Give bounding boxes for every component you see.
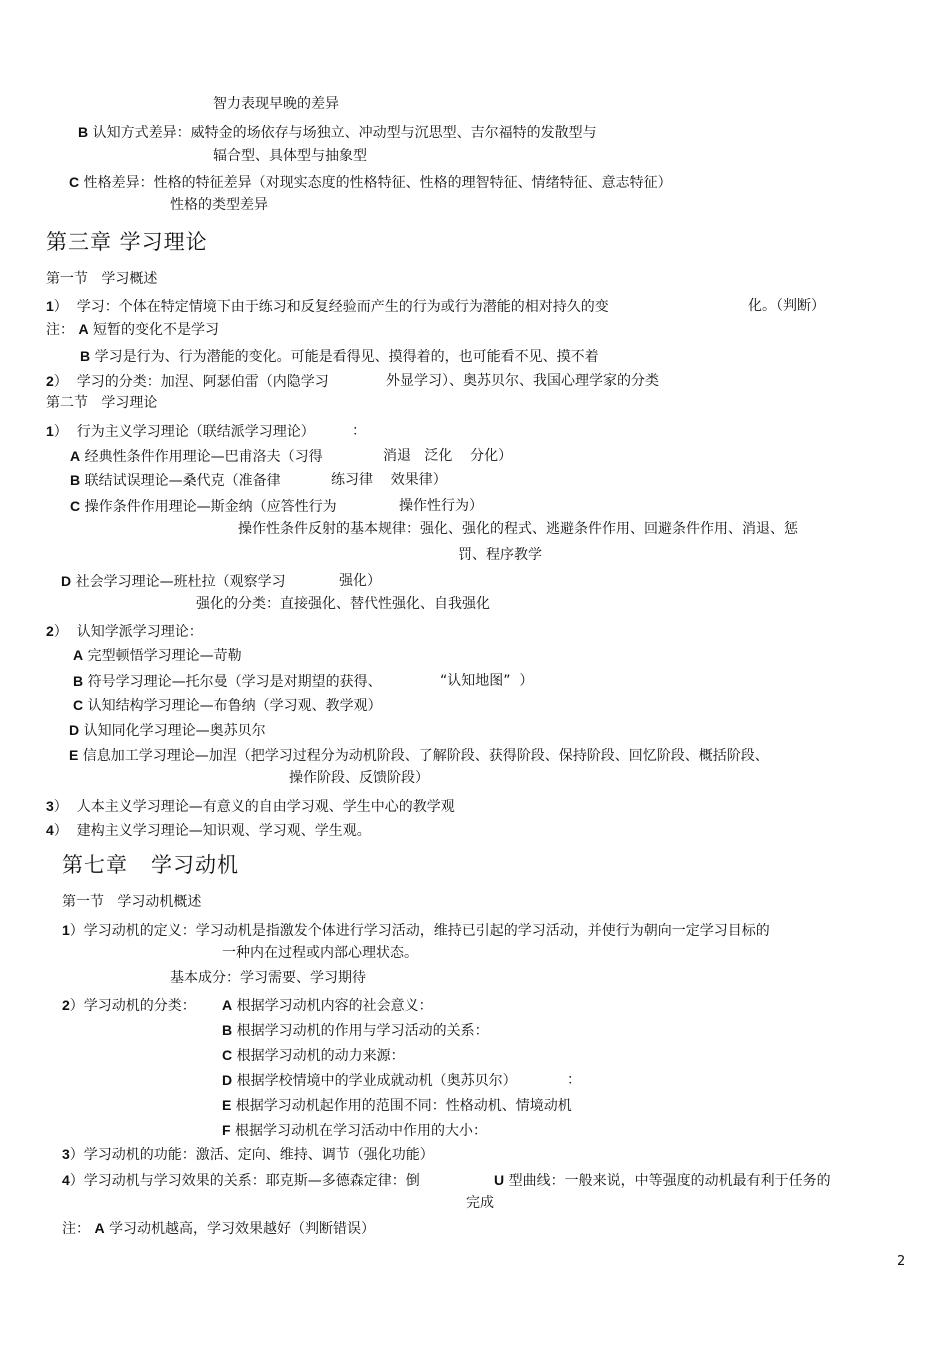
text-line: F 根据学习动机在学习活动中作用的大小：: [222, 1122, 488, 1139]
text-line: 外显学习）、奥苏贝尔、我国心理学家的分类: [386, 373, 659, 389]
text-line: 2）学习动机的分类：: [62, 997, 196, 1014]
text-line: D 社会学习理论—班杜拉（观察学习: [61, 573, 286, 590]
text-line: ：: [352, 423, 366, 439]
text-line: 3）学习动机的功能：激活、定向、维持、调节（强化功能）: [62, 1146, 434, 1163]
chapter-title: 第三章 学习理论: [46, 230, 208, 254]
text-line: 4） 建构主义学习理论—知识观、学习观、学生观。: [46, 822, 371, 839]
text-line: 化。（判断）: [748, 298, 825, 314]
text-line: ：: [567, 1072, 581, 1088]
text-line: C 认知结构学习理论—布鲁纳（学习观、教学观）: [73, 697, 382, 714]
text-line: B 符号学习理论—托尔曼（学习是对期望的获得、: [73, 673, 382, 690]
text-line: 注： A 短暂的变化不是学习: [46, 321, 220, 338]
text-line: 操作性行为）: [399, 498, 483, 514]
text-line: A 完型顿悟学习理论—苛勒: [73, 647, 242, 664]
text-line: 注： A 学习动机越高，学习效果越好（判断错误）: [62, 1220, 376, 1237]
section-title: 第一节 学习概述: [46, 271, 158, 287]
text-line: 3） 人本主义学习理论—有意义的自由学习观、学生中心的教学观: [46, 798, 455, 815]
text-line: 1） 行为主义学习理论（联结派学习理论）: [46, 423, 315, 440]
text-line: 1） 学习：个体在特定情境下由于练习和反复经验而产生的行为或行为潜能的相对持久的变: [46, 298, 609, 315]
text-line: E 根据学习动机起作用的范围不同：性格动机、情境动机: [222, 1097, 572, 1114]
text-line: 性格的类型差异: [170, 197, 268, 213]
chapter-title: 第七章 学习动机: [62, 853, 240, 877]
text-line: 智力表现早晚的差异: [213, 96, 339, 112]
text-line: 辐合型、具体型与抽象型: [213, 148, 367, 164]
text-line: B 认知方式差异：威特金的场依存与场独立、冲动型与沉思型、吉尔福特的发散型与: [78, 124, 597, 141]
text-line: B 联结试误理论—桑代克（准备律: [70, 472, 281, 489]
text-line: 练习律 效果律）: [331, 472, 447, 488]
text-line: C 性格差异：性格的特征差异（对现实态度的性格特征、性格的理智特征、情绪特征、意志特征）: [69, 174, 672, 191]
text-line: 操作阶段、反馈阶段）: [289, 770, 429, 786]
page-number: 2: [897, 1254, 906, 1269]
text-line: 2） 学习的分类：加涅、阿瑟伯雷（内隐学习: [46, 373, 329, 390]
text-line: 一种内在过程或内部心理状态。: [222, 945, 418, 961]
text-line: U 型曲线：一般来说，中等强度的动机最有利于任务的: [494, 1172, 831, 1189]
text-line: 1）学习动机的定义：学习动机是指激发个体进行学习活动，维持已引起的学习活动，并使行为朝向一定学习目标的: [62, 922, 770, 939]
text-line: C 根据学习动机的动力来源：: [222, 1047, 405, 1064]
text-line: B 根据学习动机的作用与学习活动的关系：: [222, 1022, 489, 1039]
text-line: A 根据学习动机内容的社会意义：: [222, 997, 433, 1014]
text-line: B 学习是行为、行为潜能的变化。可能是看得见、摸得着的，也可能看不见、摸不着: [80, 348, 599, 365]
text-line: 消退 泛化 分化）: [383, 448, 513, 464]
text-line: 操作性条件反射的基本规律：强化、强化的程式、逃避条件作用、回避条件作用、消退、惩: [238, 521, 798, 537]
text-line: 强化的分类：直接强化、替代性强化、自我强化: [196, 596, 490, 612]
text-line: E 信息加工学习理论—加涅（把学习过程分为动机阶段、了解阶段、获得阶段、保持阶段、回忆阶段、概括阶段、: [69, 747, 769, 764]
text-line: C 操作条件作用理论—斯金纳（应答性行为: [70, 498, 337, 515]
text-line: 4）学习动机与学习效果的关系：耶克斯—多德森定律：倒: [62, 1172, 420, 1189]
text-line: 罚、程序教学: [458, 547, 542, 563]
section-title: 第一节 学习动机概述: [62, 894, 202, 910]
text-line: A 经典性条件作用理论—巴甫洛夫（习得: [70, 448, 323, 465]
text-line: 强化）: [339, 573, 381, 589]
section-title: 第二节 学习理论: [46, 395, 158, 411]
text-line: D 认知同化学习理论—奥苏贝尔: [69, 722, 266, 739]
text-line: 2） 认知学派学习理论：: [46, 623, 203, 640]
text-line: D 根据学校情境中的学业成就动机（奥苏贝尔）: [222, 1072, 517, 1089]
text-line: 基本成分：学习需要、学习期待: [170, 970, 366, 986]
text-line: 完成: [466, 1195, 494, 1211]
text-line: “认知地图” ）: [440, 673, 534, 689]
